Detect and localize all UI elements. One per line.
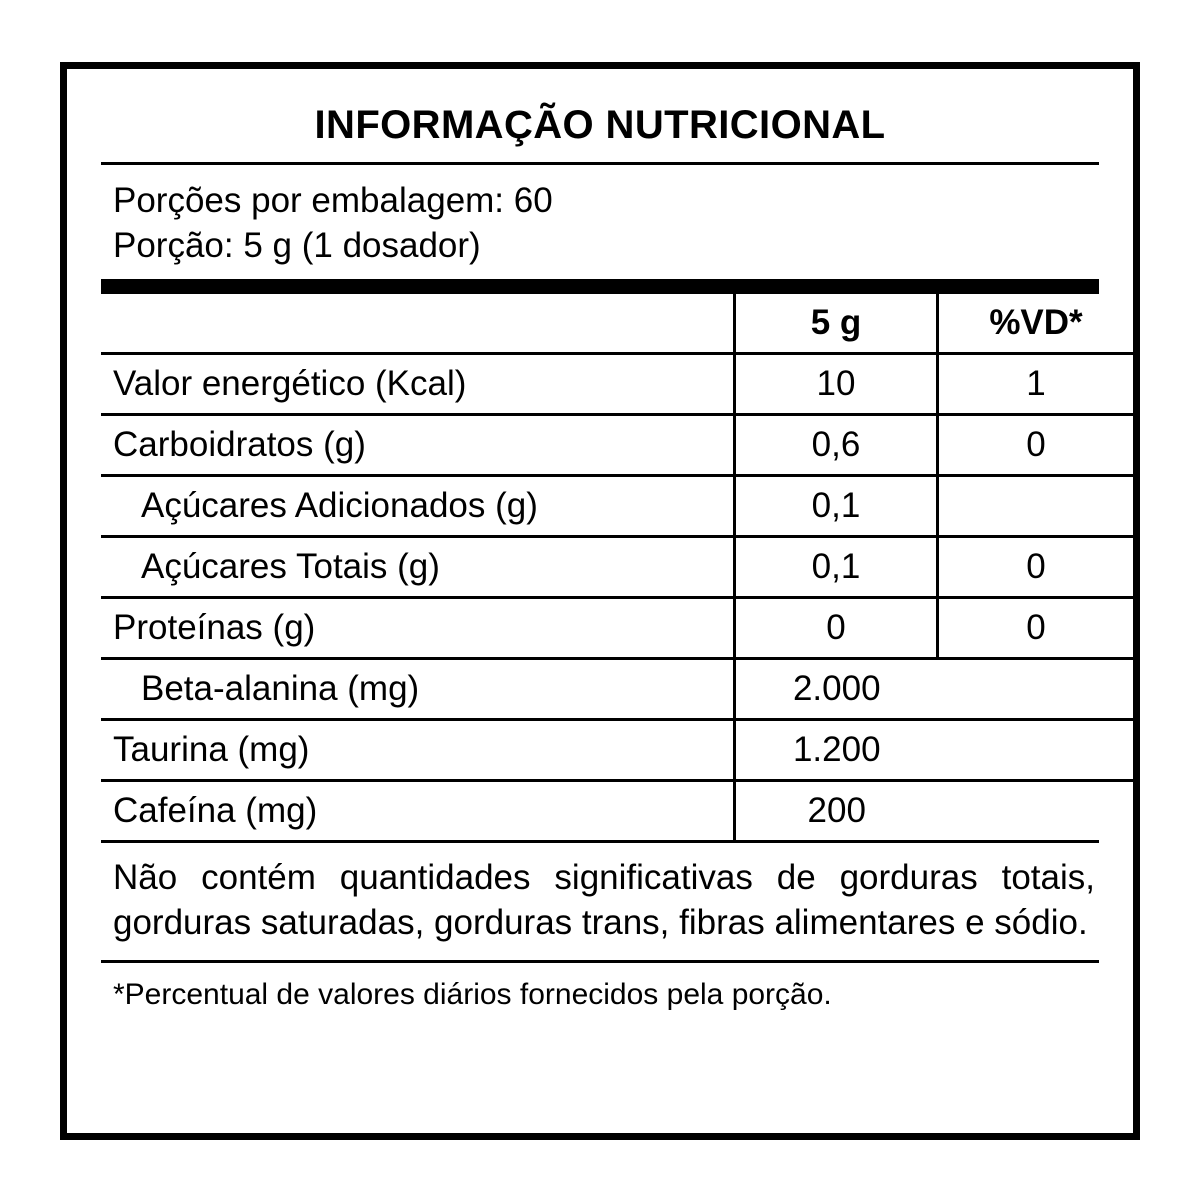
nutrient-amount: 0,6 [735, 414, 938, 475]
nutrient-amount: 2.000 [735, 658, 938, 719]
serving-size: Porção: 5 g (1 dosador) [113, 225, 481, 265]
nutrient-amount: 0 [735, 597, 938, 658]
nutrient-name: Açúcares Totais (g) [101, 536, 735, 597]
nutrient-name: Proteínas (g) [101, 597, 735, 658]
nutrient-dv: 0 [938, 536, 1134, 597]
nutrient-dv [938, 780, 1134, 840]
table-row [101, 353, 1133, 414]
nutrient-name: Carboidratos (g) [101, 414, 735, 475]
table-row [101, 780, 1133, 840]
nutrient-amount: 200 [735, 780, 938, 840]
serving-info [101, 165, 1099, 279]
nutrient-name: Açúcares Adicionados (g) [101, 475, 735, 536]
table-row [101, 719, 1133, 780]
nutrient-name: Valor energético (Kcal) [101, 353, 735, 414]
nutrient-dv [938, 719, 1134, 780]
nutrient-amount: 10 [735, 353, 938, 414]
nutrient-dv [938, 658, 1134, 719]
table-row [101, 475, 1133, 536]
nutrient-dv: 0 [938, 414, 1134, 475]
divider-thick [101, 279, 1099, 294]
servings-per-package: Porções por embalagem: 60 [113, 181, 553, 220]
insignificant-amounts-note: Não contém quantidades significativas de gorduras totais, gorduras saturadas, gorduras trans, fibras alimentares e sódio. [113, 857, 1095, 943]
nutrient-amount: 0,1 [735, 536, 938, 597]
header-daily-value: %VD* [938, 294, 1134, 354]
table-row [101, 536, 1133, 597]
table-header-row [101, 294, 1133, 354]
nutrition-table [101, 294, 1133, 840]
nutrient-name: Taurina (mg) [101, 719, 735, 780]
header-amount: 5 g [735, 294, 938, 354]
nutrient-dv [938, 475, 1134, 536]
nutrition-facts-panel [60, 62, 1140, 1140]
table-row [101, 597, 1133, 658]
nutrient-name: Cafeína (mg) [113, 790, 318, 830]
nutrient-amount: 0,1 [735, 475, 938, 536]
nutrient-dv: 0 [938, 597, 1134, 658]
header-nutrient [101, 294, 735, 354]
nutrient-name: Beta-alanina (mg) [101, 658, 735, 719]
nutrient-amount: 1.200 [735, 719, 938, 780]
table-row [101, 414, 1133, 475]
page-title: INFORMAÇÃO NUTRICIONAL [314, 103, 886, 147]
table-row [101, 658, 1133, 719]
nutrient-dv: 1 [938, 353, 1134, 414]
daily-value-footnote: *Percentual de valores diários fornecidos pela porção. [113, 977, 832, 1011]
